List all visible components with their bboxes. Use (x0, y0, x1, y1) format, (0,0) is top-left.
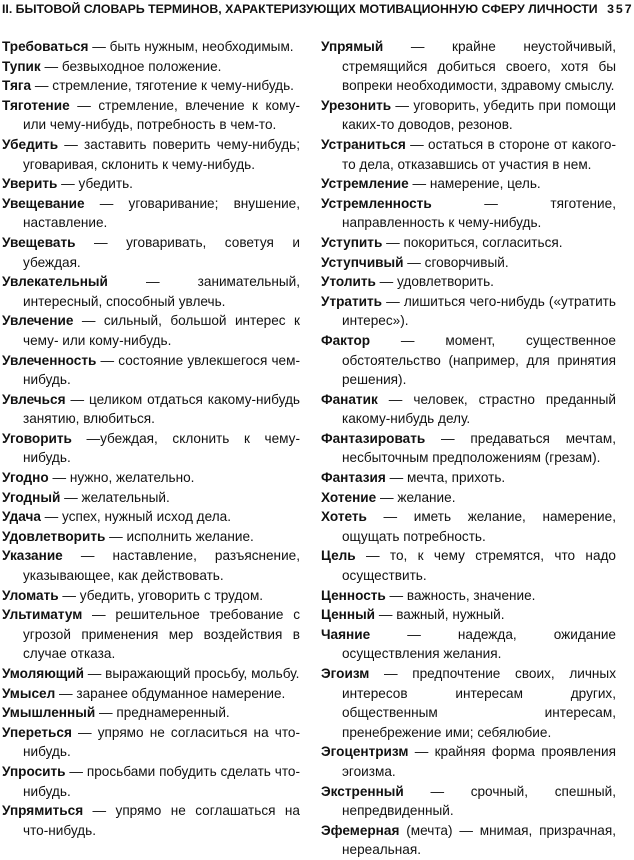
entry-definition: — быть нужным, необходимым. (88, 39, 294, 54)
entry-definition: — стремление, тяготение к чему-нибудь. (31, 78, 294, 94)
entry-definition: — крайняя форма проявления эгоизма. (342, 744, 616, 779)
entry-definition: — крайне неустойчивый, стремящийся добиться своего, хотя бы вопреки необходимости, здравому смыслу. (342, 39, 616, 94)
entry-definition: — предаваться мечтам, несбыточным предположениям (грезам). (342, 430, 616, 466)
entry-definition: — убедить, уговорить с трудом. (58, 587, 264, 603)
dictionary-entry (2, 684, 300, 704)
entry-term: Ценный (321, 607, 376, 623)
entry-definition: — стремление, влечение к кому-или чему-нибудь, потребность в чем-то. (23, 97, 300, 133)
dictionary-entry (321, 468, 616, 488)
entry-definition: — покориться, согласиться. (382, 234, 563, 250)
entry-definition: — лишиться чего-нибудь («утратить интерес»). (342, 293, 616, 329)
entry-term: Увещевание (2, 195, 85, 211)
entry-definition: — заставить поверить чему-нибудь; уговаривая, склонить к чему-нибудь. (23, 136, 300, 172)
entry-term: Тяга (2, 78, 32, 94)
entry-term: Уломать (2, 587, 59, 603)
entry-definition: — удовлетворить. (375, 274, 494, 290)
dictionary-entry (2, 703, 300, 723)
entry-term: Фантазия (321, 470, 386, 486)
entry-term: Увещевать (2, 234, 76, 250)
entry-term: Удовлетворить (2, 528, 106, 544)
left-column (2, 37, 300, 840)
dictionary-entry (2, 664, 300, 684)
dictionary-entry (2, 37, 300, 57)
entry-term: Фактор (321, 332, 371, 348)
dictionary-entry (321, 272, 616, 292)
dictionary-entry (321, 664, 616, 742)
dictionary-entry (2, 488, 300, 508)
entry-term: Эгоцентризм (321, 744, 409, 760)
dictionary-entry (2, 351, 300, 390)
dictionary-entry (321, 390, 616, 429)
entry-term: Умысел (2, 685, 56, 701)
dictionary-entry (321, 135, 616, 174)
entry-term: Чаяние (321, 626, 371, 642)
dictionary-entry (321, 96, 616, 135)
dictionary-entry (2, 135, 300, 174)
entry-term: Упрямый (321, 39, 384, 54)
dictionary-entry (2, 233, 300, 272)
entry-term: Увлеченность (2, 352, 97, 368)
dictionary-entry (2, 311, 300, 350)
dictionary-entry (2, 762, 300, 801)
dictionary-entry (2, 605, 300, 664)
dictionary-entry (321, 488, 616, 508)
entry-definition: — наставление, разъяснение, указывающее, как действовать. (23, 548, 300, 584)
entry-term: Угодно (2, 470, 49, 486)
entry-term: Уверить (2, 176, 58, 192)
entry-term: Хотение (321, 489, 377, 505)
entry-definition: — состояние увлекшегося чем-нибудь. (23, 352, 300, 388)
entry-term: Уступить (321, 234, 383, 250)
dictionary-entry (321, 174, 616, 194)
dictionary-entry (321, 586, 616, 606)
dictionary-entry (2, 429, 300, 468)
entry-definition: — сговорчивый. (403, 254, 509, 270)
entry-definition: — безвыходное положение. (40, 58, 222, 74)
dictionary-entry (321, 429, 616, 468)
dictionary-entry (321, 782, 616, 821)
dictionary-entry (321, 821, 616, 860)
entry-definition: (мечта) — мнимая, призрачная, нереальная. (342, 822, 616, 858)
dictionary-entry (321, 742, 616, 781)
entry-definition: — предпочтение своих, личных интересов интересам других, общественным интересам, пренебрежение ими; себялюбие. (342, 666, 616, 740)
dictionary-entry (2, 468, 300, 488)
entry-definition: — преднамеренный. (95, 705, 230, 721)
entry-term: Ценность (321, 587, 386, 603)
entry-term: Убедить (2, 136, 59, 152)
dictionary-entry (321, 331, 616, 390)
entry-definition: — уговаривать, советуя и убеждая. (23, 234, 300, 270)
entry-term: Угодный (2, 489, 61, 505)
dictionary-entry (321, 292, 616, 331)
dictionary-entry (321, 194, 616, 233)
dictionary-entry (321, 233, 616, 253)
entry-definition: — срочный, спешный, непредвиденный. (342, 783, 616, 819)
entry-definition: — целиком отдаться какому-нибудь занятию, влюбиться. (23, 391, 300, 427)
dictionary-entry (321, 37, 616, 96)
entry-term: Уступчивый (321, 254, 404, 270)
dictionary-entry (2, 546, 300, 585)
entry-term: Утратить (321, 293, 383, 309)
entry-term: Экстренный (321, 783, 404, 799)
entry-definition: — уговорить, убедить при помощи каких-то доводов, резонов. (342, 97, 616, 133)
entry-definition: — то, к чему стремятся, что надо осуществить. (342, 548, 616, 584)
entry-definition: — выражающий просьбу, мольбу. (83, 666, 300, 681)
entry-term: Упросить (2, 763, 66, 779)
entry-definition: — занимательный, интересный, способный увлечь. (23, 274, 300, 309)
entry-definition: — момент, существенное обстоятельство (например, для принятия решения). (342, 332, 616, 388)
dictionary-entry (2, 801, 300, 840)
section-title: II. БЫТОВОЙ СЛОВАРЬ ТЕРМИНОВ, ХАРАКТЕРИЗУЮЩИХ МОТИВАЦИОННУЮ СФЕРУ ЛИЧНОСТИ (2, 2, 598, 16)
entry-definition: — тяготение, направленность к чему-нибудь. (342, 195, 616, 231)
entry-definition: —убеждая, склонить к чему-нибудь. (23, 430, 300, 466)
dictionary-entry (321, 253, 616, 273)
entry-term: Умоляющий (2, 666, 84, 681)
entry-term: Ультиматум (2, 607, 83, 623)
entry-term: Увлекательный (2, 274, 108, 290)
entry-definition: — важность, значение. (385, 587, 536, 603)
entry-definition: — решительное требование с угрозой применения мер воздействия в случае отказа. (23, 607, 300, 662)
entry-definition: — иметь желание, намерение, ощущать потребность. (342, 509, 616, 544)
entry-definition: — убедить. (57, 176, 133, 192)
entry-definition: — остаться в стороне от какого-то дела, отказавшись от участия в нем. (342, 136, 616, 172)
entry-term: Урезонить (321, 97, 392, 113)
entry-term: Увлечься (2, 391, 66, 407)
dictionary-entry (321, 605, 616, 625)
entry-definition: — исполнить желание. (105, 528, 254, 544)
dictionary-entry (2, 76, 300, 96)
entry-term: Эфемерная (321, 822, 400, 838)
dictionary-entry (321, 546, 616, 585)
entry-term: Эгоизм (321, 666, 370, 681)
entry-definition: — заранее обдуманное намерение. (55, 685, 286, 701)
entry-definition: — желание. (376, 489, 456, 505)
entry-definition: — человек, страстно преданный какому-нибудь делу. (342, 391, 616, 427)
dictionary-entry (2, 586, 300, 606)
dictionary-entry (321, 507, 616, 546)
entry-term: Упрямиться (2, 803, 84, 819)
entry-definition: — уговаривание; внушение, наставление. (23, 195, 300, 231)
dictionary-entry (2, 272, 300, 311)
entry-term: Увлечение (2, 313, 74, 329)
entry-term: Умышленный (2, 705, 96, 721)
entry-definition: — сильный, большой интерес к чему- или кому-нибудь. (23, 313, 300, 348)
entry-definition: — надежда, ожидание осуществления желания. (342, 626, 616, 662)
entry-term: Уговорить (2, 430, 72, 446)
entry-term: Фантазировать (321, 430, 426, 446)
entry-definition: — упрямо не согласиться на что-нибудь. (23, 724, 300, 760)
dictionary-entry (321, 625, 616, 664)
dictionary-entry (2, 57, 300, 77)
entry-definition: — нужно, желательно. (48, 470, 195, 486)
entry-term: Утолить (321, 274, 376, 290)
dictionary-entry (2, 723, 300, 762)
dictionary-entry (2, 390, 300, 429)
entry-term: Тяготение (2, 97, 70, 113)
entry-term: Тупик (2, 58, 41, 74)
entry-definition: — упрямо не соглашаться на что-нибудь. (23, 803, 300, 838)
entry-definition: — успех, нужный исход дела. (40, 509, 231, 525)
entry-term: Устраниться (321, 136, 406, 152)
entry-definition: — намерение, цель. (408, 176, 541, 192)
page-header (2, 2, 634, 16)
entry-term: Указание (2, 548, 63, 564)
entry-term: Фанатик (321, 391, 378, 407)
entry-term: Хотеть (321, 509, 367, 525)
entry-term: Требоваться (2, 39, 89, 54)
entry-definition: — желательный. (60, 489, 170, 505)
entry-definition: — мечта, прихоть. (385, 470, 506, 486)
page-number: 357 (607, 2, 634, 16)
entry-term: Устремление (321, 176, 409, 192)
dictionary-entry (2, 507, 300, 527)
entry-term: Цель (321, 548, 356, 564)
entry-term: Упереться (2, 724, 72, 740)
dictionary-entry (2, 174, 300, 194)
entry-definition: — просьбами побудить сделать что-нибудь. (23, 763, 300, 799)
right-column (321, 37, 616, 860)
entry-term: Устремленность (321, 195, 432, 211)
entry-definition: — важный, нужный. (375, 607, 505, 623)
dictionary-entry (2, 96, 300, 135)
dictionary-entry (2, 194, 300, 233)
dictionary-entry (2, 527, 300, 547)
entry-term: Удача (2, 509, 41, 525)
